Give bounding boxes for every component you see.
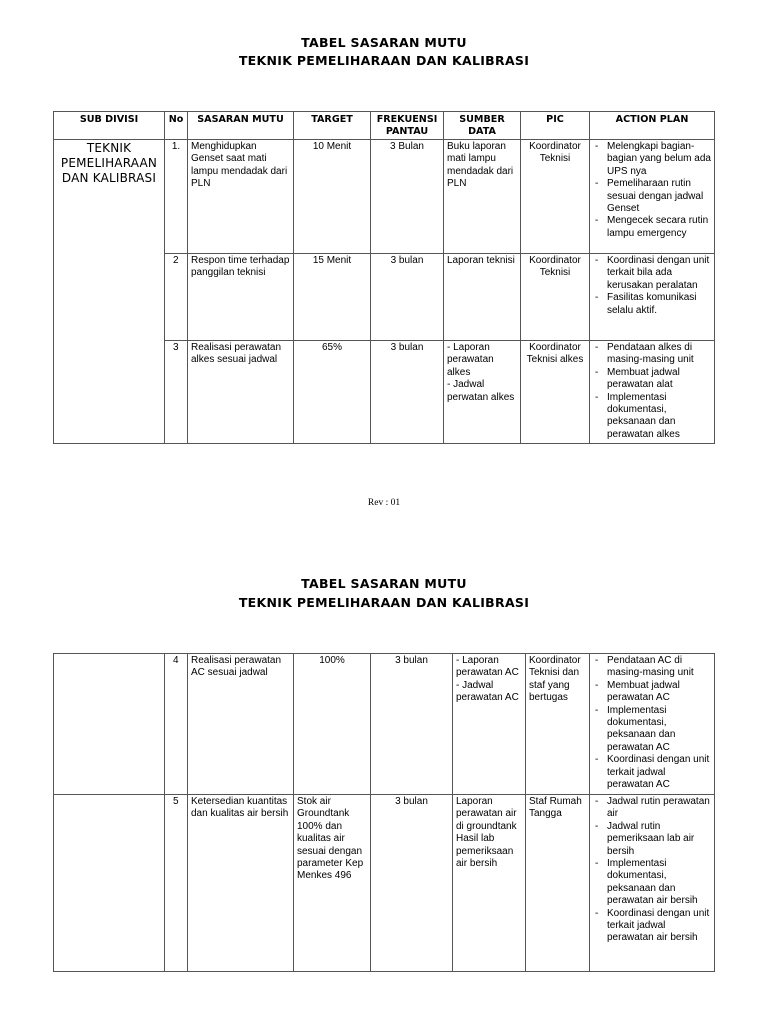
table-row [54,654,715,795]
action-plan-item: - Implementasi dokumentasi, peksanaan dan perawatan AC [593,705,711,755]
header-action-plan: ACTION PLAN [590,112,715,140]
action-plan-item: - Implementasi dokumentasi, peksanaan dan perawatan alkes [593,392,711,442]
action-plan-item: - Koordinasi dengan unit terkait jadwal perawatan AC [593,754,711,791]
action-plan-item: - Koordinasi dengan unit terkait jadwal perawatan air bersih [593,908,711,945]
page-title: TABEL SASARAN MUTU [301,35,467,50]
sumber-line: - Laporan perawatan alkes [447,342,494,378]
sasaran-mutu-table-2 [53,653,715,972]
sumber-line: - Jadwal perwatan alkes [447,379,515,403]
table-row [54,795,715,972]
page-title: TABEL SASARAN MUTU [301,576,467,591]
target-cell: 10 Menit [294,140,371,254]
sasaran-cell: Ketersedian kuantitas dan kualitas air bersih [188,795,294,972]
sasaran-cell: Menghidupkan Genset saat mati lampu mendadak dari PLN [188,140,294,254]
frekuensi-cell: 3 bulan [371,654,453,795]
sub-divisi-cell-empty [54,795,165,972]
sumber-cell [453,654,526,795]
row-no: 5 [165,795,188,972]
pic-cell: Koordinator Teknisi dan staf yang bertugas [526,654,590,795]
action-plan-item: - Melengkapi bagian-bagian yang belum ada UPS nya [593,141,711,178]
sumber-cell [453,795,526,972]
action-plan-item: - Jadwal rutin perawatan air [593,796,711,821]
frekuensi-cell: 3 bulan [371,341,444,444]
revision-label: Rev : 01 [367,498,401,508]
sub-divisi-cell: TEKNIK PEMELIHARAAN DAN KALIBRASI [54,140,165,444]
row-no: 2 [165,254,188,341]
pic-cell: Staf Rumah Tangga [526,795,590,972]
frekuensi-cell: 3 bulan [371,795,453,972]
header-frekuensi: FREKUENSI PANTAU [371,112,444,140]
action-plan-item: - Pemeliharaan rutin sesuai dengan jadwal Genset [593,178,711,215]
sub-divisi-cell-empty [54,654,165,795]
target-cell: Stok air Groundtank 100% dan kualitas air sesuai dengan parameter Kep Menkes 496 [294,795,371,972]
action-plan-item: - Mengecek secara rutin lampu emergency [593,215,711,240]
pic-cell: Koordinator Teknisi [521,140,590,254]
action-plan-item: - Jadwal rutin pemeriksaan lab air bersih [593,821,711,858]
frekuensi-cell: 3 bulan [371,254,444,341]
header-pic: PIC [521,112,590,140]
sumber-cell: Laporan teknisi [444,254,521,341]
row-no: 1. [165,140,188,254]
header-sub-divisi: SUB DIVISI [54,112,165,140]
header-row [54,112,715,140]
action-plan-cell [590,140,715,254]
sumber-cell: Buku laporan mati lampu mendadak dari PLN [444,140,521,254]
target-cell: 65% [294,341,371,444]
action-plan-cell [590,795,715,972]
action-plan-item: - Koordinasi dengan unit terkait bila ada kerusakan peralatan [593,255,711,292]
action-plan-item: - Pendataan AC di masing-masing unit [593,655,711,680]
action-plan-cell [590,654,715,795]
table-row [54,140,715,254]
sumber-line: Hasil lab pemeriksaan air bersih [456,833,514,870]
sasaran-mutu-table-1 [53,111,715,444]
sasaran-cell: Respon time terhadap panggilan teknisi [188,254,294,341]
sumber-line: - Laporan perawatan AC [456,655,519,679]
page-subtitle: TEKNIK PEMELIHARAAN DAN KALIBRASI [238,595,530,610]
action-plan-cell [590,254,715,341]
action-plan-item: - Implementasi dokumentasi, peksanaan dan perawatan air bersih [593,858,711,908]
header-sasaran-mutu: SASARAN MUTU [188,112,294,140]
sumber-cell [444,341,521,444]
action-plan-item: - Membuat jadwal perawatan alat [593,367,711,392]
target-cell: 15 Menit [294,254,371,341]
action-plan-item: - Pendataan alkes di masing-masing unit [593,342,711,367]
action-plan-item: - Membuat jadwal perawatan AC [593,680,711,705]
target-cell: 100% [294,654,371,795]
pic-cell: Koordinator Teknisi [521,254,590,341]
action-plan-cell [590,341,715,444]
row-no: 4 [165,654,188,795]
pic-cell: Koordinator Teknisi alkes [521,341,590,444]
row-no: 3 [165,341,188,444]
header-target: TARGET [294,112,371,140]
header-sumber-data: SUMBER DATA [444,112,521,140]
page-subtitle: TEKNIK PEMELIHARAAN DAN KALIBRASI [238,53,530,68]
sumber-line: - Jadwal perawatan AC [456,679,519,704]
sasaran-cell: Realisasi perawatan AC sesuai jadwal [188,654,294,795]
frekuensi-cell: 3 Bulan [371,140,444,254]
action-plan-item: - Fasilitas komunikasi selalu aktif. [593,292,711,317]
sasaran-cell: Realisasi perawatan alkes sesuai jadwal [188,341,294,444]
sumber-line: Laporan perawatan air di groundtank [456,796,517,832]
header-no: No [165,112,188,140]
